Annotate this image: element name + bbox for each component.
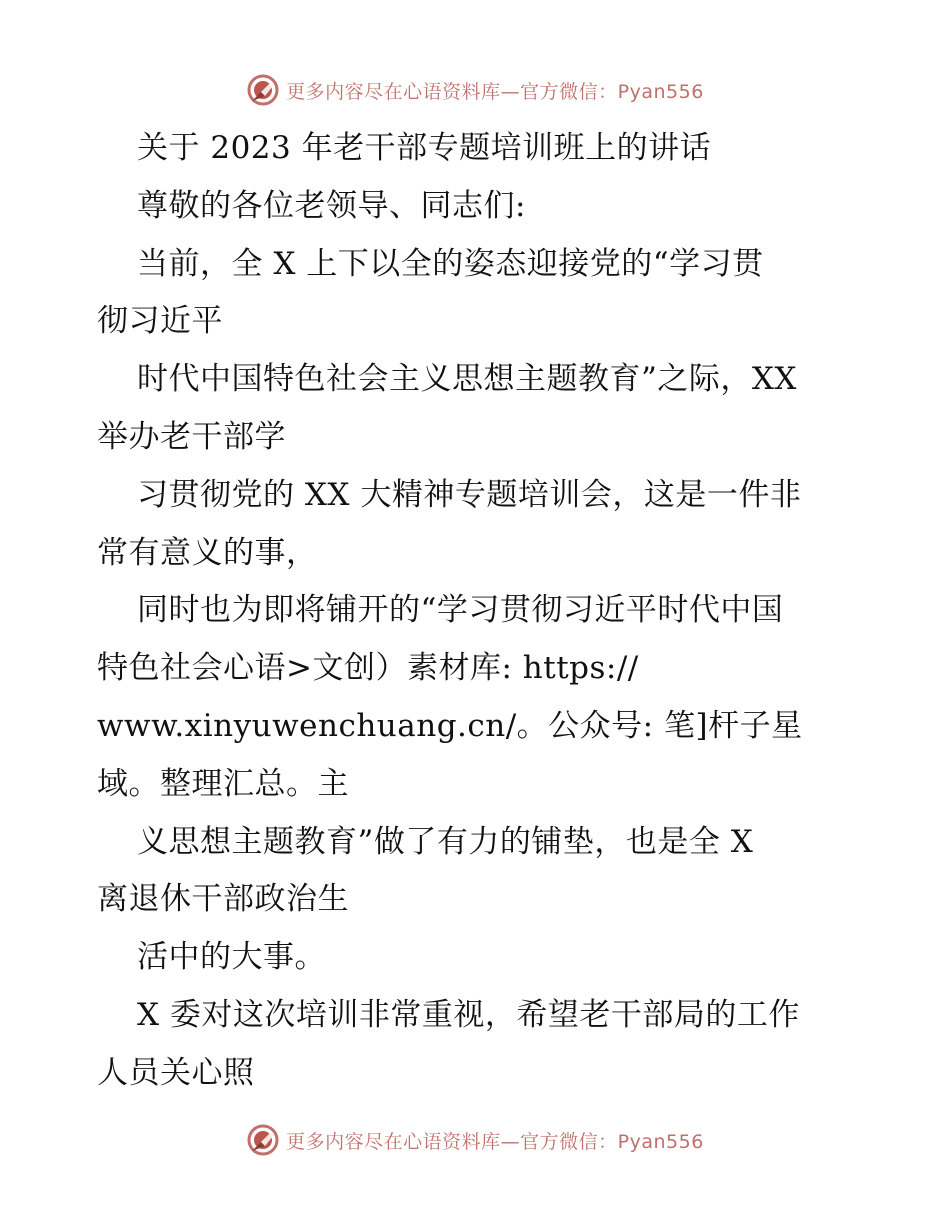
document-line: 活中的大事。 <box>137 939 326 976</box>
document-line: 义思想主题教育”做了有力的铺垫，也是全 X <box>137 823 754 860</box>
document-line: 关于 2023 年老干部专题培训班上的讲话 <box>137 130 712 166</box>
document-body <box>97 120 857 1103</box>
footer-banner <box>0 1120 950 1160</box>
document-line: 尊敬的各位老领导、同志们: <box>137 187 526 224</box>
document-line: 时代中国特色社会主义思想主题教育”之际，XX <box>137 361 797 398</box>
document-line: 习贯彻党的 XX 大精神专题培训会，这是一件非 <box>137 476 802 513</box>
document-line: 特色社会心语>文创）素材库: https:// <box>97 650 639 687</box>
document-line: 域。整理汇总。主 <box>97 765 349 802</box>
document-line: 彻习近平 <box>97 303 223 340</box>
document-line: 举办老干部学 <box>97 418 286 455</box>
document-line: 当前，全 X 上下以全的姿态迎接党的“学习贯 <box>137 245 764 282</box>
footer-banner-text: 更多内容尽在心语资料库—官方微信：Pyan556 <box>286 1130 704 1153</box>
document-line: X 委对这次培训非常重视，希望老干部局的工作 <box>137 996 800 1033</box>
pen-nib-circle-icon <box>246 1123 280 1157</box>
document-line: www.xinyuwenchuang.cn/。公众号: 笔]杆子星 <box>97 707 803 744</box>
document-line: 人员关心照 <box>97 1054 255 1091</box>
header-banner-text: 更多内容尽在心语资料库—官方微信：Pyan556 <box>286 80 704 103</box>
document-line: 离退休干部政治生 <box>97 881 349 918</box>
pen-nib-circle-icon <box>246 73 280 107</box>
document-line: 同时也为即将铺开的“学习贯彻习近平时代中国 <box>137 592 784 629</box>
header-banner <box>0 70 950 110</box>
document-line: 常有意义的事， <box>97 534 318 571</box>
